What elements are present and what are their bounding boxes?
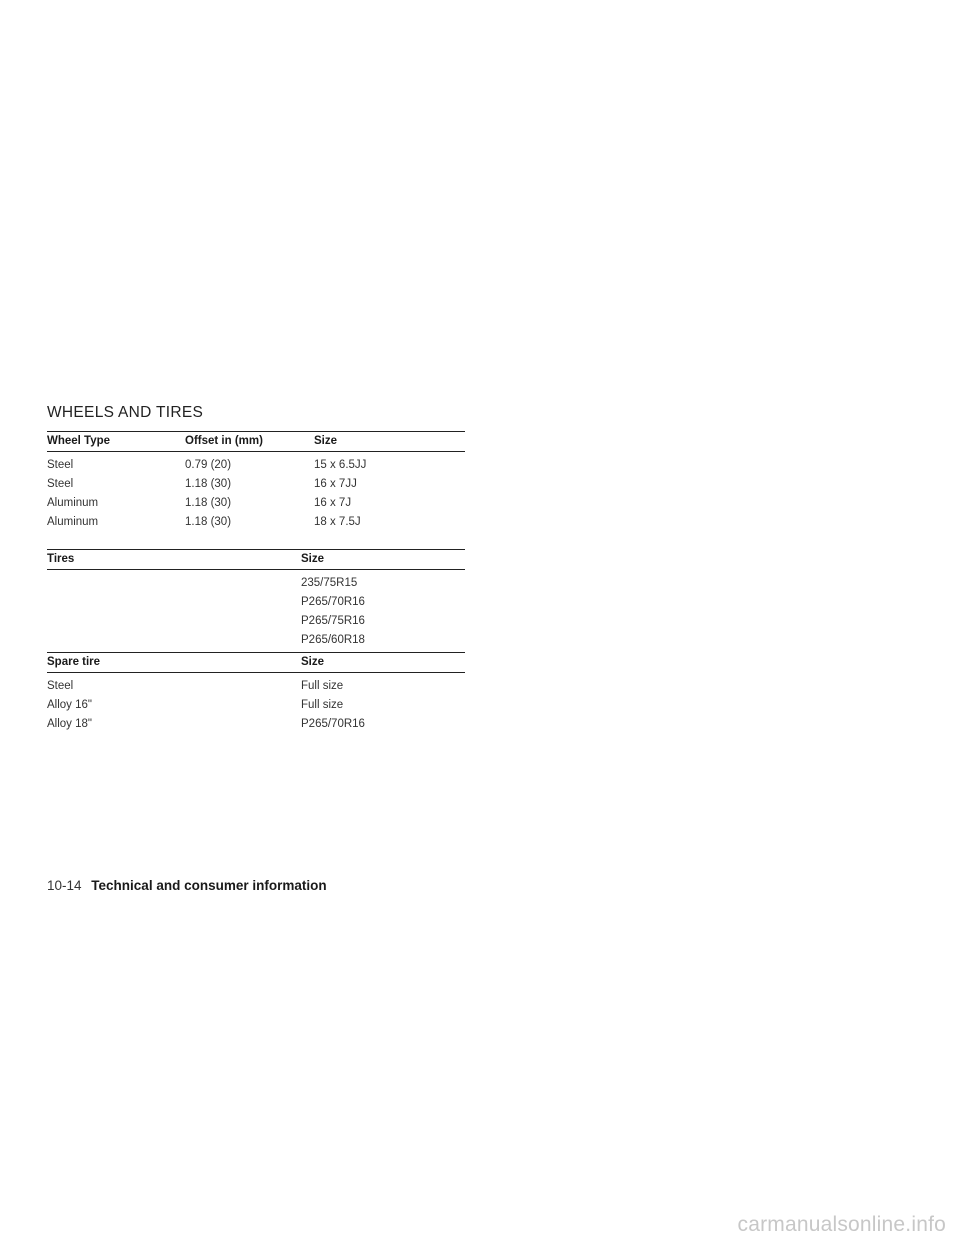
size-cell: 16 x 7JJ bbox=[314, 478, 357, 490]
header-offset: Offset in (mm) bbox=[185, 435, 263, 447]
wheel-type-cell: Steel bbox=[47, 478, 74, 490]
wheels-table-header bbox=[47, 431, 465, 452]
tire-size-cell: P265/60R18 bbox=[301, 634, 365, 646]
header-size: Size bbox=[301, 656, 325, 668]
spare-type-cell: Alloy 18" bbox=[47, 718, 92, 730]
wheel-type-cell: Steel bbox=[47, 459, 74, 471]
offset-cell: 1.18 (30) bbox=[185, 497, 232, 509]
spare-type-cell: Alloy 16" bbox=[47, 699, 92, 711]
size-cell: 15 x 6.5JJ bbox=[314, 459, 367, 471]
wheel-type-cell: Aluminum bbox=[47, 516, 99, 528]
table-row bbox=[47, 593, 465, 612]
table-row bbox=[47, 612, 465, 631]
table-row bbox=[47, 574, 465, 593]
spare-size-cell: Full size bbox=[301, 699, 344, 711]
table-row bbox=[47, 494, 465, 513]
size-cell: 18 x 7.5J bbox=[314, 516, 361, 528]
tire-size-cell: 235/75R15 bbox=[301, 577, 358, 589]
spare-type-cell: Steel bbox=[47, 680, 74, 692]
offset-cell: 1.18 (30) bbox=[185, 478, 232, 490]
table-row bbox=[47, 475, 465, 494]
wheels-table bbox=[47, 431, 465, 532]
table-row bbox=[47, 456, 465, 475]
page-footer bbox=[47, 878, 327, 893]
spare-table-header bbox=[47, 652, 465, 673]
tires-table bbox=[47, 549, 465, 650]
spare-size-cell: P265/70R16 bbox=[301, 718, 365, 730]
wheel-type-cell: Aluminum bbox=[47, 497, 99, 509]
offset-cell: 0.79 (20) bbox=[185, 459, 232, 471]
chapter-title: Technical and consumer information bbox=[91, 878, 327, 893]
page-number: 10-14 bbox=[47, 878, 82, 893]
watermark: carmanualsonline.info bbox=[737, 1213, 946, 1236]
table-row bbox=[47, 677, 465, 696]
header-size: Size bbox=[301, 553, 325, 565]
table-row bbox=[47, 631, 465, 650]
table-row bbox=[47, 696, 465, 715]
header-spare-tire: Spare tire bbox=[47, 656, 101, 668]
header-wheel-type: Wheel Type bbox=[47, 435, 111, 447]
spare-size-cell: Full size bbox=[301, 680, 344, 692]
tires-table-header bbox=[47, 549, 465, 570]
tire-size-cell: P265/75R16 bbox=[301, 615, 365, 627]
header-tires: Tires bbox=[47, 553, 75, 565]
table-row bbox=[47, 715, 465, 734]
offset-cell: 1.18 (30) bbox=[185, 516, 232, 528]
tire-size-cell: P265/70R16 bbox=[301, 596, 365, 608]
spare-tire-table bbox=[47, 652, 465, 734]
header-size: Size bbox=[314, 435, 338, 447]
table-row bbox=[47, 513, 465, 532]
size-cell: 16 x 7J bbox=[314, 497, 352, 509]
section-title: WHEELS AND TIRES bbox=[47, 404, 204, 421]
